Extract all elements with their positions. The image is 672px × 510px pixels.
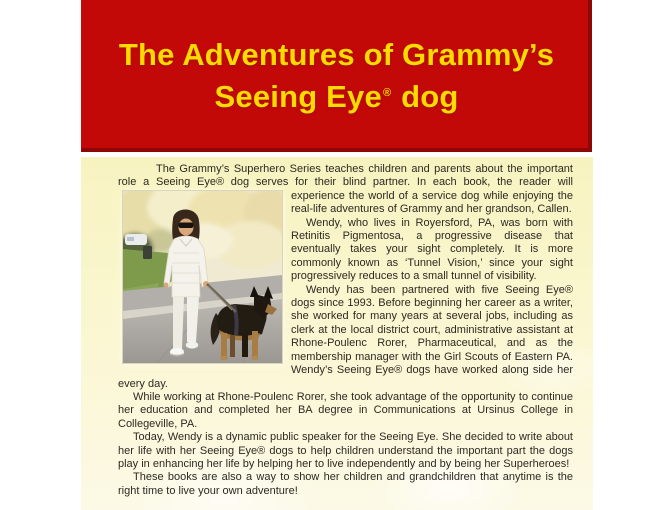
body-text [81, 157, 593, 498]
parked-van [125, 234, 147, 245]
paragraph-5: Today, Wendy is a dynamic public speaker for the Seeing Eye. She decided to write about her life with her Seeing Eye® dogs to help children understand the important part the dogs play in enhancing her life by helping her to live independently and by being her Superheroes! [118, 431, 573, 470]
paragraph-2: Wendy, who lives in Royersford, PA, was born with Retinitis Pigmentosa, a progressive disease that eventually takes your sight completely. It is more commonly known as ‘Tunnel Vision,’ since your sight progressively reduces to a small tunnel of visibility. [291, 216, 573, 283]
paragraph-3: Wendy has been partnered with five Seeing Eye® dogs since 1993. Before beginning her career as a writer, she worked for many years at several jobs, including as clerk at the local district court, administrative assistant at Rhone-Poulenc Rorer, Pharmaceutical, and as the membership manager with the Girl Scouts of Eastern PA. Wendy’s Seeing Eye® dogs have worked along side her every day. [118, 283, 573, 390]
paragraph-6: These books are also a way to show her children and grandchildren that anytime is the right time to live your own adventure! [118, 471, 573, 497]
paragraph-1: The Grammy’s Superhero Series teaches children and parents about the important role a Seeing Eye® dog serves for their blind partner. In each book, the reader will experience the world of a service dog while enjoying the real-life adventures of Grammy and her grandson, Callen. [118, 163, 573, 217]
photo-wendy-guide-dog [123, 191, 282, 363]
page-title [81, 0, 592, 118]
trash-can [143, 246, 152, 259]
title-banner [81, 0, 592, 152]
sunglasses [179, 222, 194, 228]
title-line-1: The Adventures of Grammy’s [118, 37, 555, 72]
title-line-2: Seeing Eye® dog [214, 79, 459, 114]
paragraph-4: While working at Rhone-Poulenc Rorer, she took advantage of the opportunity to continue her education and completed her BA degree in Communications at Ursinus College in Collegeville, PA. [118, 390, 573, 430]
registered-trademark-symbol: ® [382, 86, 392, 99]
body-panel [81, 157, 593, 510]
photo-illustration [123, 191, 282, 363]
